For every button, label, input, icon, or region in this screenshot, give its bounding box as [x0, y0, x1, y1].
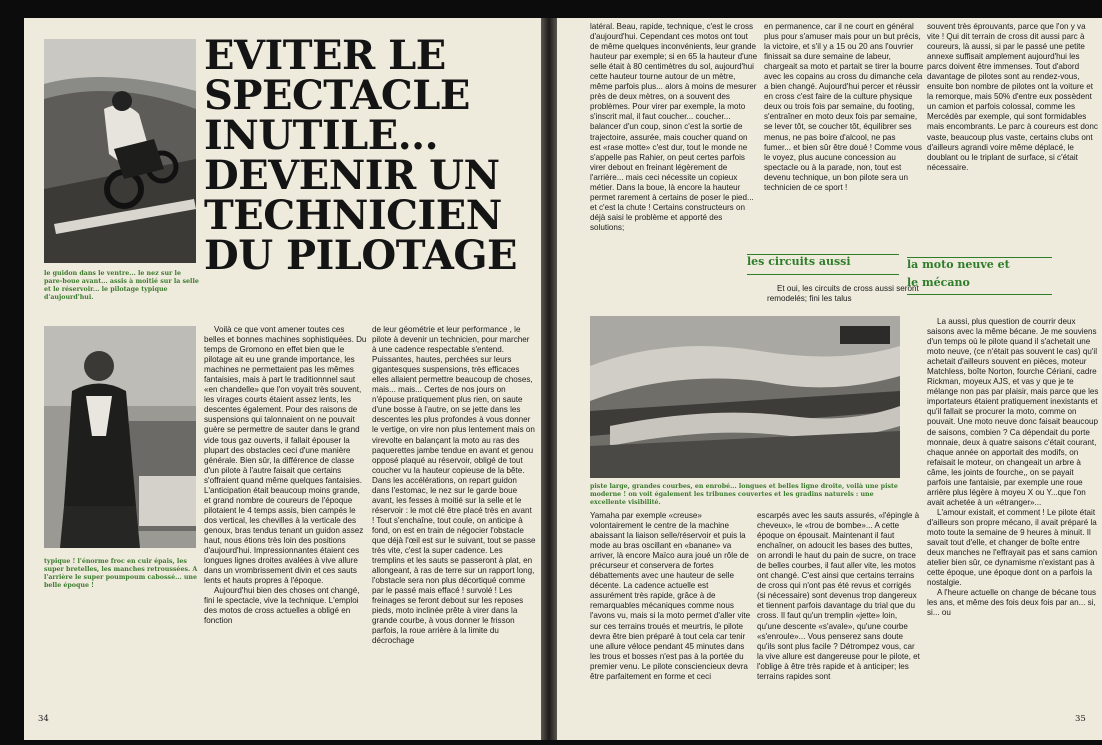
portrait-photo [44, 326, 196, 548]
paragraph: Voilà ce que vont amener toutes ces belles et bonnes machines sophistiquées. Du temps de Gromono en effet bien que le pilotage ait eu une grande importance, les machines ne permettaient pas les mêmes fantaisies, mais à part le traditionnnel saut «en chandelle» que l'on voyait très souvent, les virages courts étaient assez lents, les descentes également. Pour des raisons de suspensions qui talonnaient on ne pouvait guère se permettre de sauter dans le grand vide tous gaz ouverts, il fallait épouser la plupart des obstacles ceci d'une manière générale. Bien sûr, la différence de classe d'un pilote à l'autre faisait que certains s'offraient quand même quelques fantaisies. L'anticipation était beaucoup moins grande, et grand nombre de coureurs de l'époque pilotaient le 4 temps assis, bien campés le dos vertical, les chevilles à la verticale des genoux, bras tendus tenant un guidon assez haut, nous étions très loin des positions d'aujourd'hui. Impressionnantes étaient ces longues lignes droites avalées à vive allure dans un vrombrissement divin et ces sauts lents et hauts propres à l'époque. [204, 325, 367, 586]
subhead-line: la moto neuve et [907, 258, 1010, 271]
subhead-circuits: les circuits aussi [747, 255, 851, 268]
right-column-2-bottom [757, 511, 921, 716]
subhead-line: le mécano [907, 276, 970, 289]
right-column-2-top [764, 22, 924, 246]
paragraph: Et oui, les circuits de cross aussi seront remodelés; fini les talus [767, 284, 919, 304]
paragraph: en permanence, car il ne court en général plus pour s'amuser mais pour un but précis, la victoire, et s'il y a 15 ou 20 ans l'ouvrier finissait sa dure semaine de labeur, chargeait sa moto et partait se tirer la bourre avec les copains au cross du dimanche cela a bien changé. Aujourd'hui percer et réussir en cross c'est faire de la culture physique deux ou trois fois par semaine, du footing, s'entraîner en moto deux fois par semaine, se lever tôt, se coucher tôt, équilibrer ses menus, ne pas boire d'alcool, ne pas fumer... et bien sûr être doué ! Comme vous le voyez, plus aucune concession au spectacle ou à la parade, non, tout est devenu technique, un bon pilote sera un technicien de ce sport ! [764, 22, 924, 192]
page-number-right: 35 [1075, 714, 1086, 724]
rider-caption: le guidon dans le ventre... le nez sur le pare-boue avant... assis à moitié sur la selle et le réservoir... le pilotage typique d'aujourd'hui. [44, 270, 199, 301]
headline-line: DU PILOTAGE [204, 232, 518, 279]
left-column-2 [372, 325, 536, 720]
subhead-rule [907, 294, 1052, 295]
left-page [24, 18, 541, 740]
circuit-photo [590, 316, 900, 478]
rider-photo [44, 39, 196, 263]
paragraph: de leur géométrie et leur performance , le pilote à devenir un technicien, pour marcher à une cadence respectable s'entend. Puissantes, hautes, perchées sur leurs gigantesques suspensions, très efficaces elles allaient permettre beaucoup de choses, mais... mais... Certes de nos jours on n'épouse pratiquement plus rien, on saute d'une bosse à l'autre, on se jette dans les descentes les plus profondes à vous donner le vertige, on vire non plus lentement mais on virevolte en balançant la moto au ras des paquerettes jambe tendue en avant et genou opposé plaqué au réservoir, obligé de tout coucher vu la hauteur copieuse de la bête. Dans les accélérations, on repart guidon dans l'estomac, le nez sur le garde boue avant, les fesses à moitié sur la selle et le réservoir : le mot clé être placé très en avant ! Tout s'enchaîne, tout coule, on anticipe à fond, on est en train de négocier l'obstacle que déjà l'œil est sur le suivant, tout se passe très vite, c'est la super cadence. Les tremplins et les sauts se passeront à plat, en allongeant, à ras de terre sur un rapport long, l'obstacle sera non plus décortiqué comme par le passé mais effacé ! survolé ! Les freinages se feront debout sur les reposes pieds, moto inclinée prête à virer dans la grande courbe, à vous donner le frisson parfois, la roue arrière à la limite du décrochage [372, 325, 536, 646]
paragraph: L'amour existait, et comment ! Le pilote était d'ailleurs son propre mécano, il avait préparé la moto toute la semaine de 9 heures à minuit. Il savait tout d'elle, et changer de boîte entre deux manches ne l'effrayait pas et sans camion atelier bien sûr, ce dynamisme n'existant pas à cette époque, une époque dont on a parfois la nostalgie. [927, 507, 1098, 588]
subhead-moto [907, 256, 1097, 292]
headline-line: EVITER LE [204, 32, 446, 79]
page-number-left: 34 [38, 714, 49, 724]
right-page [557, 18, 1102, 740]
subhead-rule [747, 274, 899, 275]
headline-line: DEVENIR UN [204, 152, 500, 199]
right-column-1-top [590, 22, 758, 326]
headline-line: TECHNICIEN [204, 192, 502, 239]
paragraph: escarpés avec les sauts assurés, «l'épingle à cheveux», le «trou de bombe»... A cette époque on épousait. Maintenant il faut enchaîner, on adoucit les bases des buttes, on arrondi le haut du pain de sucre, on trace de belles courbes, il faut aller vite, les motos ont changé. C'est ainsi que certains terrains de cross qui n'ont pas été revus et corrigés (si nécessaire) sont devenus trop dangereux et tiennent parfois davantage du trial que du cross. Il faut qu'un tremplin «jette» loin, qu'une descente «s'avale», qu'une courbe «s'enroule»... Vous penserez sans doute qu'ils sont plus facile ? Détrompez vous, car la vive allure est dangereuse pour le pilote, et l'oblige à être très rapide et à anticiper; les terrains rapides sont [757, 511, 920, 681]
spine-gutter [541, 18, 557, 740]
headline-line: SPECTACLE [204, 72, 470, 119]
right-column-3-mid [927, 317, 1099, 717]
left-column-1 [204, 325, 367, 720]
paragraph: A l'heure actuelle on change de bécane tous les ans, et même des fois deux fois par an... si, si... ou [927, 588, 1097, 618]
right-column-3-top [927, 22, 1099, 252]
circuit-caption: piste large, grandes courbes, en enrobé... longues et belles ligne droite, voilà une piste moderne ! on voit également les tribunes couvertes et les gradins naturels : une excellente visibilité. [590, 483, 898, 506]
right-column-2-mid [767, 284, 927, 314]
headline-line: INUTILE... [204, 112, 439, 159]
paragraph: latéral. Beau, rapide, technique, c'est le cross d'aujourd'hui. Cependant ces motos ont tout de même quelques inconvénients, leur grande hauteur par exemple; si en 65 la hauteur d'une selle était à 80 centimètres du sol, aujourd'hui cette hauteur tourne autour de un mètre, même parfois plus... alors à moins de mesurer près de deux mètres, on a souvent des problèmes. Pour virer par exemple, la moto s'inscrit mal, il faut coucher... coucher... balancer d'un coup, sinon c'est la sortie de trajectoire, assurée, mais coucher quand on est «rase motte» c'est dur, tout le monde ne s'appelle pas Rahier, on peut certes parfois virer debout en freinant légèrement de l'arrière... mais ceci nécessite un copieux métier. Dans la boue, là encore la hauteur permet rarement à certains de poser le pied... et c'est la chute ! Certains constructeurs on déjà saisi le problème et apporté des solutions; [590, 22, 758, 232]
paragraph: La aussi, plus question de courrir deux saisons avec la même bécane. Je me souviens d'un temps où le pilote quand il s'achetait une moto neuve, (ce n'était pas souvent le cas) qu'il achetait d'ailleurs souvent en pièces, moteur Matchless, boîte Norton, fourche Cériani, cadre Rickman, moyeux AJS, et vas y que je te mélange non pas par plaisir, mais parce que les importateurs étaient pratiquement inexistants et qu'il fallait se procurer la moto, comme on pouvait. Une moto neuve donc faisait beaucoup de saisons, combien ? Ca dépendait du porte monnaie, deux à quatre saisons c'était courant, chaque année on apportait des modifs, on refaisait le moteur, on changeait un arbre à câme, les joints de fourche,, on se payait parfois une fantaisie, par exemple une roue arrière plus légère à moyeu X ou Y...que l'on avait achetée à un «étranger»... [927, 317, 1099, 507]
paragraph: Yamaha par exemple «creuse» volontairement le centre de la machine abaissant la liaison selle/réservoir et puis la mode au bras oscillant en «banane» va arriver, là encore Maïco aura joué un rôle de précurseur et conservera de fortes débattements avec une hauteur de selle décente. La cadence actuelle est assurément très rapide, grâce à de remarquables mécaniques comme nous l'avons vu, mais si la moto permet d'aller vite sur ces terrains troués et meurtris, le pilote devra être bien préparé à tout cela car tenir une allure véloce pendant 45 minutes dans les trous et bosses n'est pas à la portée du premier venu. Le pilote consciencieux devra être parfaitement en forme et ceci [590, 511, 751, 681]
right-column-1-bottom [590, 511, 752, 716]
paragraph: Aujourd'hui bien des choses ont changé, fini le spectacle, vive la technique. L'emploi des motos de cross actuelles a obligé en fonction [204, 586, 360, 626]
portrait-caption: typique ! l'énorme froc en cuir épais, les super bretelles, les manches retroussées. A l'arrière le super poumpoum cabossé... une belle époque ! [44, 558, 198, 589]
paragraph: souvent très éprouvants, parce que l'on y va vite ! Qui dit terrain de cross dit aussi parc à coureurs, là aussi, si par le passé une petite annexe suffisait amplement aujourd'hui les parcs doivent être immenses. Tout d'abord davantage de pilotes sont au rendez-vous, ensuite bon nombre de pilotes ont la voiture et la remorque, mais 50% d'entre eux possèdent un camion et parfois colossal, comme les Mercédès par exemple, qui sont formidables mais encombrants. Le parc à coureurs est donc vaste, beaucoup plus vaste, certains clubs ont d'ailleurs agrandi voire même déplacé, le doublant ou le triplant de surface, si c'était nécessaire. [927, 22, 1098, 172]
headline [204, 32, 539, 279]
